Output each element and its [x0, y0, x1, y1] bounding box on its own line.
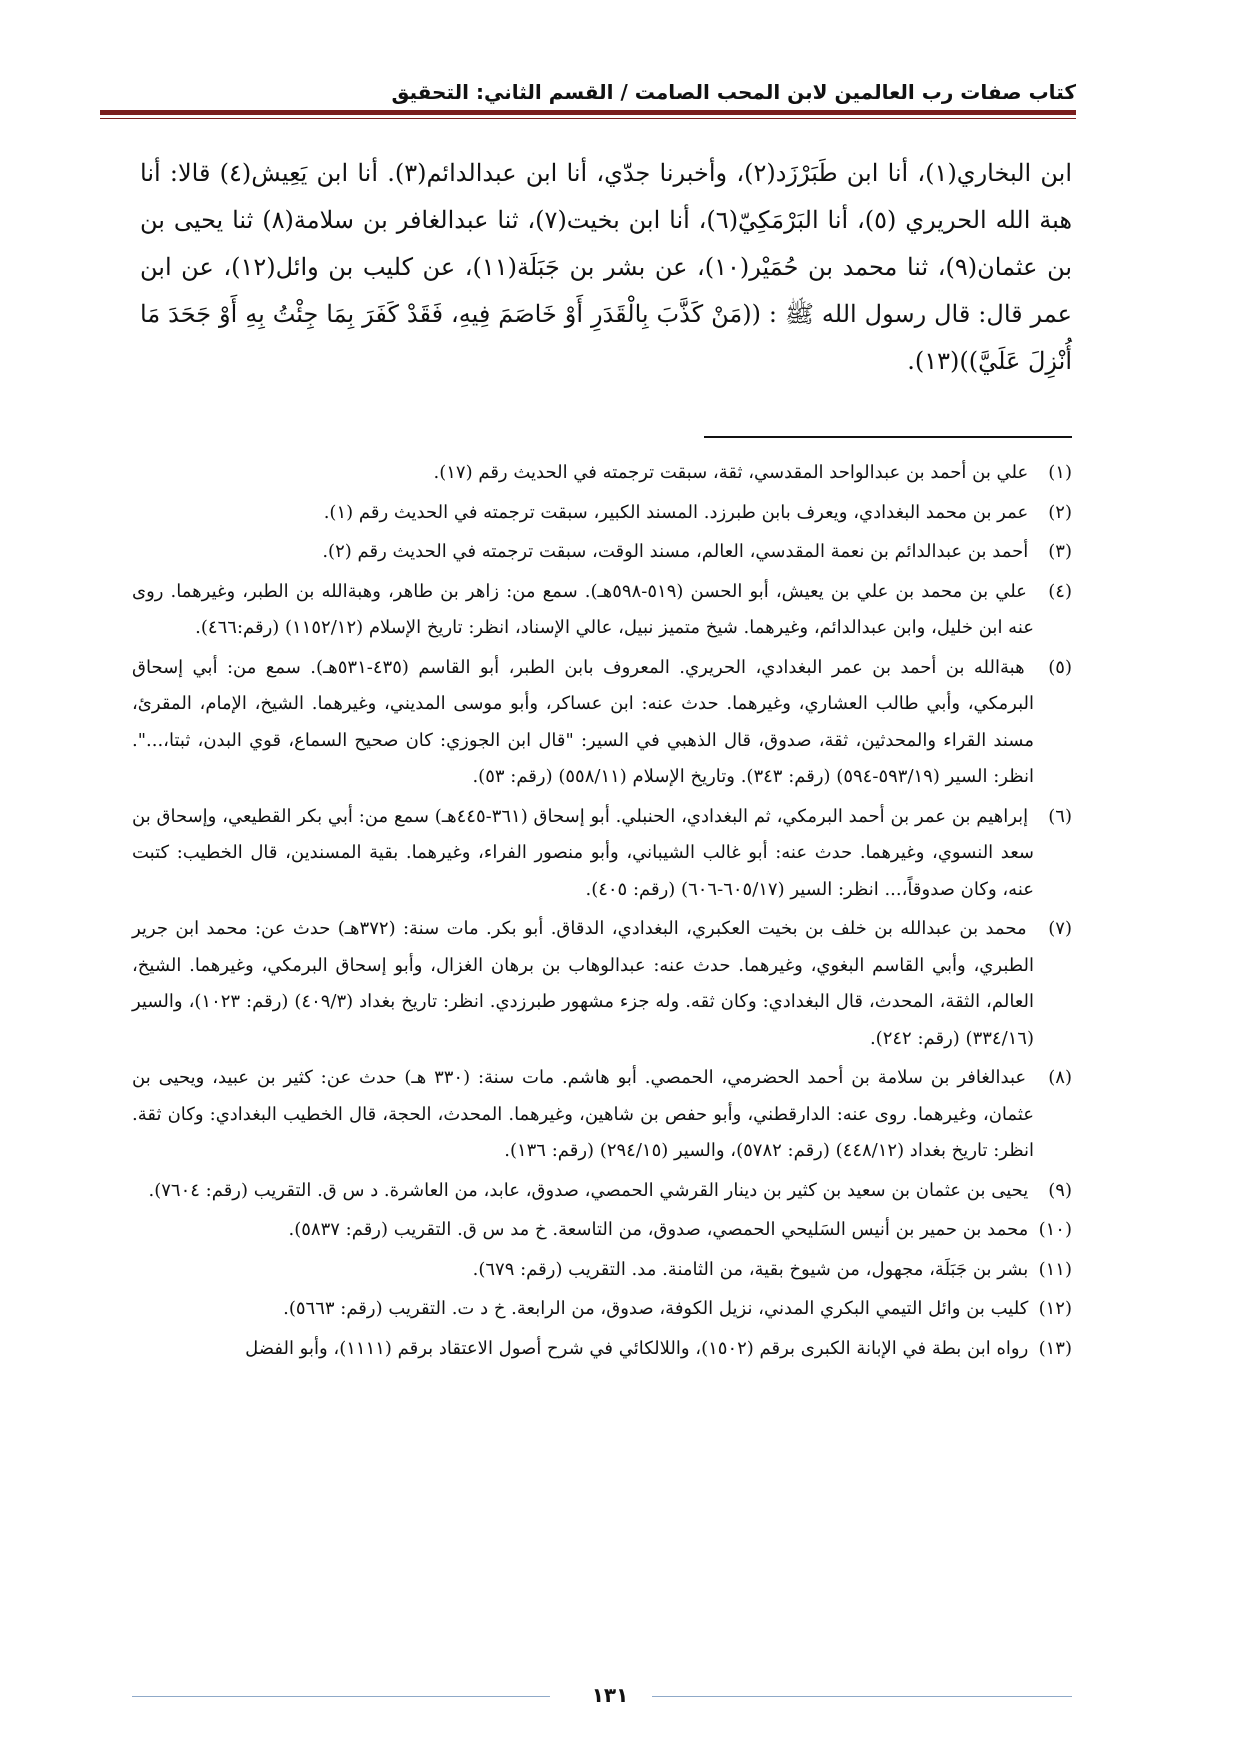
footnote-text: علي بن محمد بن علي بن يعيش، أبو الحسن (٥١٩-٥٩٨هـ). سمع من: زاهر بن طاهر، وهبةالله بن الطبر، وغيرهما. روى عنه ابن خليل، وابن عبدالدائم، وغيرهما. شيخ متميز نبيل، عالي الإسناد، انظر: تاريخ الإسلام (١١٥٢/١٢) (رقم:٤٦٦).	[132, 580, 1034, 638]
footnote-number: (١١)	[1038, 1258, 1072, 1280]
footnote-6	[132, 799, 1072, 909]
footnotes-list	[132, 455, 1072, 1370]
footnote-text: بشر بن جَبَلَة، مجهول، من شيوخ بقية، من الثامنة. مد. التقريب (رقم: ٦٧٩).	[472, 1258, 1029, 1280]
footnote-number: (٥)	[1048, 656, 1072, 678]
footnote-text: يحيى بن عثمان بن سعيد بن كثير بن دينار القرشي الحمصي، صدوق، عابد، من العاشرة. د س ق. التقريب (رقم: ٧٦٠٤).	[148, 1179, 1029, 1201]
main-paragraph: ابن البخاري(١)، أنا ابن طَبَرْزَد(٢)، وأخبرنا جدّي، أنا ابن عبدالدائم(٣). أنا ابن يَعِيش(٤) قالا: أنا هبة الله الحريري (٥)، أنا البَرْمَكِيّ(٦)، أنا ابن بخيت(٧)، ثنا عبدالغافر بن سلامة(٨) ثنا يحيى بن بن عثمان(٩)، ثنا محمد بن حُمَيْر(١٠)، عن بشر بن جَبَلَة(١١)، عن كليب بن وائل(١٢)، عن ابن عمر قال: قال رسول الله ﷺ : ((مَنْ كَذَّبَ بِالْقَدَرِ أَوْ خَاصَمَ فِيهِ، فَقَدْ كَفَرَ بِمَا جِئْتُ بِهِ أَوْ جَحَدَ مَا أُنْزِلَ عَلَيَّ))(١٣).	[140, 159, 1073, 375]
main-text-block	[140, 150, 1072, 385]
footnote-10	[132, 1212, 1072, 1249]
footnote-number: (٢)	[1048, 501, 1072, 523]
footnote-text: محمد بن عبدالله بن خلف بن بخيت العكبري، البغدادي، الدقاق. أبو بكر. مات سنة: (٣٧٢هـ) حدث عن: محمد ابن جرير الطبري، وأبي القاسم البغوي، وغيرهما. حدث عنه: عبدالوهاب بن برهان الغزال، وأبو إسحاق البرمكي، وغيرهما. الشيخ، العالم، الثقة، المحدث، قال البغدادي: وكان ثقه. وله جزء مشهور طبرزدي. انظر: تاريخ بغداد (٤٠٩/٣) (رقم: ١٠٢٣)، والسير (٣٣٤/١٦) (رقم: ٢٤٢).	[132, 918, 1034, 1049]
footnote-number: (٤)	[1048, 580, 1072, 602]
footnote-3	[132, 534, 1072, 571]
footnote-number: (١٢)	[1038, 1298, 1072, 1319]
footnote-text: محمد بن حمير بن أنيس السَليحي الحمصي، صدوق، من التاسعة. خ مد س ق. التقريب (رقم: ٥٨٣٧).	[288, 1219, 1029, 1240]
footnote-text: عمر بن محمد البغدادي، ويعرف بابن طبرزد. المسند الكبير، سبقت ترجمته في الحديث رقم (١).	[323, 501, 1029, 523]
footnote-number: (٧)	[1048, 918, 1072, 939]
footnote-4	[132, 574, 1072, 647]
footnote-number: (٦)	[1048, 805, 1072, 827]
footnote-number: (١)	[1048, 462, 1072, 483]
footnote-text: علي بن أحمد بن عبدالواحد المقدسي، ثقة، سبقت ترجمته في الحديث رقم (١٧).	[433, 462, 1029, 483]
page-number: ١٣١	[591, 1683, 629, 1707]
footnote-5	[132, 650, 1072, 796]
footnote-text: كليب بن وائل التيمي البكري المدني، نزيل الكوفة، صدوق، من الرابعة. خ د ت. التقريب (رقم: ٥٦٦٣).	[283, 1298, 1029, 1319]
footnote-number: (٩)	[1048, 1179, 1072, 1201]
footnote-9	[132, 1173, 1072, 1210]
footnote-separator	[704, 436, 1072, 438]
running-header	[100, 78, 1076, 106]
footer-rule-left	[132, 1696, 550, 1697]
header-rule-thick	[100, 110, 1076, 115]
footnote-13	[132, 1331, 1072, 1368]
footnote-text: أحمد بن عبدالدائم بن نعمة المقدسي، العالم، مسند الوقت، سبقت ترجمته في الحديث رقم (٢).	[322, 541, 1029, 562]
footnote-1	[132, 455, 1072, 492]
footnote-11	[132, 1252, 1072, 1289]
footer-rule-right	[652, 1696, 1072, 1697]
footnote-text: عبدالغافر بن سلامة بن أحمد الحضرمي، الحمصي. أبو هاشم. مات سنة: (٣٣٠ هـ) حدث عن: كثير بن عبيد، ويحيى بن عثمان، وغيرهما. روى عنه: الدارقطني، وأبو حفص بن شاهين، وغيرهما. المحدث، الحجة، قال الخطيب البغدادي: وكان ثقة. انظر: تاريخ بغداد (٤٤٨/١٢) (رقم: ٥٧٨٢)، والسير (٢٩٤/١٥) (رقم: ١٣٦).	[132, 1067, 1034, 1161]
footnote-text: هبةالله بن أحمد بن عمر البغدادي، الحريري. المعروف بابن الطبر، أبو القاسم (٤٣٥-٥٣١هـ). سمع من: أبي إسحاق البرمكي، وأبي طالب العشاري، وغيرهما. حدث عنه: ابن عساكر، وأبو موسى المديني، وغيرهما. الشيخ، الإمام، المقرئ، مسند القراء والمحدثين، ثقة، صدوق، قال الذهبي في السير: "قال ابن الجوزي: كان صحيح السماع، قوي البدن، ثبتا،...". انظر: السير (٥٩٣/١٩-٥٩٤) (رقم: ٣٤٣). وتاريخ الإسلام (٥٥٨/١١) (رقم: ٥٣).	[132, 656, 1034, 787]
footnote-text: رواه ابن بطة في الإبانة الكبرى برقم (١٥٠٢)، واللالكائي في شرح أصول الاعتقاد برقم (١١١١)، وأبو الفضل	[245, 1337, 1029, 1359]
footnote-number: (١٣)	[1038, 1337, 1072, 1359]
footnote-text: إبراهيم بن عمر بن أحمد البرمكي، ثم البغدادي، الحنبلي. أبو إسحاق (٣٦١-٤٤٥هـ) سمع من: أبي بكر القطيعي، وإسحاق بن سعد النسوي، وغيرهما. حدث عنه: أبو غالب الشيباني، وأبو منصور الفراء، وغيرهما. بقية المسندين، قال الخطيب: كتبت عنه، وكان صدوقاً،... انظر: السير (٦٠٥/١٧-٦٠٦) (رقم: ٤٠٥).	[132, 805, 1034, 900]
footnote-number: (١٠)	[1038, 1219, 1072, 1240]
footnote-8	[132, 1060, 1072, 1170]
book-title: كتاب صفات رب العالمين لابن المحب الصامت / القسم الثاني: التحقيق	[391, 80, 1076, 104]
footnote-12	[132, 1291, 1072, 1328]
footnote-number: (٨)	[1048, 1067, 1072, 1088]
footnote-number: (٣)	[1048, 541, 1072, 562]
footnote-2	[132, 495, 1072, 532]
header-rule-thin	[100, 118, 1076, 119]
footnote-7	[132, 911, 1072, 1057]
